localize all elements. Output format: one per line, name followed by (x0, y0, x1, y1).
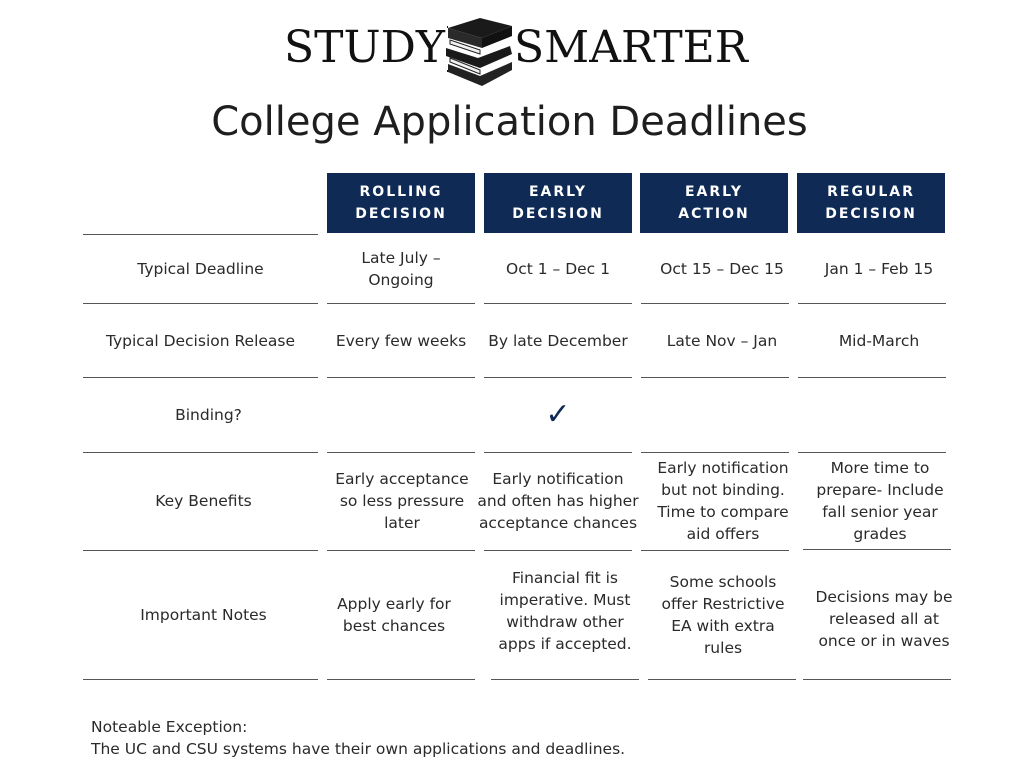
logo-word-study: STUDY (282, 20, 447, 76)
cell-regular-notes: Decisions may be released all at once or in waves (815, 588, 953, 650)
row-divider (327, 679, 475, 680)
cell-early-action-release: Late Nov – Jan (666, 331, 778, 350)
checkmark-icon: ✓ (545, 397, 571, 432)
column-header-regular-decision: REGULAR DECISION (797, 173, 945, 233)
row-label-binding: Binding? (175, 406, 242, 424)
cell-rolling-binding (327, 378, 475, 452)
books-icon (442, 14, 518, 88)
cell-early-decision-benefits: Early notification and often has higher acceptance chances (477, 470, 639, 532)
cell-rolling-release: Every few weeks (335, 331, 467, 350)
footnote (91, 716, 625, 760)
footnote-heading: Noteable Exception: (91, 718, 248, 736)
footnote-text: The UC and CSU systems have their own applications and deadlines. (91, 740, 626, 758)
page-title: College Application Deadlines (211, 99, 808, 145)
cell-early-action-binding (641, 378, 789, 452)
row-divider (491, 679, 639, 680)
row-divider (83, 679, 318, 680)
study-smarter-logo (282, 14, 748, 88)
row-label-typical-deadline: Typical Deadline (137, 260, 264, 278)
cell-regular-deadline: Jan 1 – Feb 15 (824, 260, 934, 278)
row-label-key-benefits: Key Benefits (155, 492, 252, 510)
cell-regular-benefits: More time to prepare- Include fall senior year grades (816, 459, 944, 543)
cell-regular-binding (798, 378, 946, 452)
column-header-rolling-decision: ROLLING DECISION (327, 173, 475, 233)
column-header-early-action: EARLY ACTION (640, 173, 788, 233)
column-header-early-decision: EARLY DECISION (484, 173, 632, 233)
logo-word-smarter: SMARTER (512, 20, 750, 76)
row-divider (648, 679, 796, 680)
cell-rolling-notes: Apply early for best chances (337, 595, 451, 635)
cell-early-action-deadline: Oct 15 – Dec 15 (660, 260, 784, 278)
cell-early-action-benefits: Early notification but not binding. Time to compare aid offers (657, 459, 789, 543)
cell-rolling-benefits: Early acceptance so less pressure later (335, 470, 469, 532)
row-divider (803, 549, 951, 550)
cell-regular-release: Mid-March (838, 331, 920, 350)
cell-early-decision-release: By late December (488, 331, 628, 350)
cell-rolling-deadline: Late July – Ongoing (361, 249, 441, 289)
cell-early-decision-notes: Financial fit is imperative. Must withdraw other apps if accepted. (498, 569, 632, 653)
row-label-decision-release: Typical Decision Release (105, 331, 296, 350)
row-label-important-notes: Important Notes (140, 606, 267, 624)
cell-early-action-notes: Some schools offer Restrictive EA with extra rules (661, 573, 785, 657)
cell-early-decision-deadline: Oct 1 – Dec 1 (506, 260, 610, 278)
